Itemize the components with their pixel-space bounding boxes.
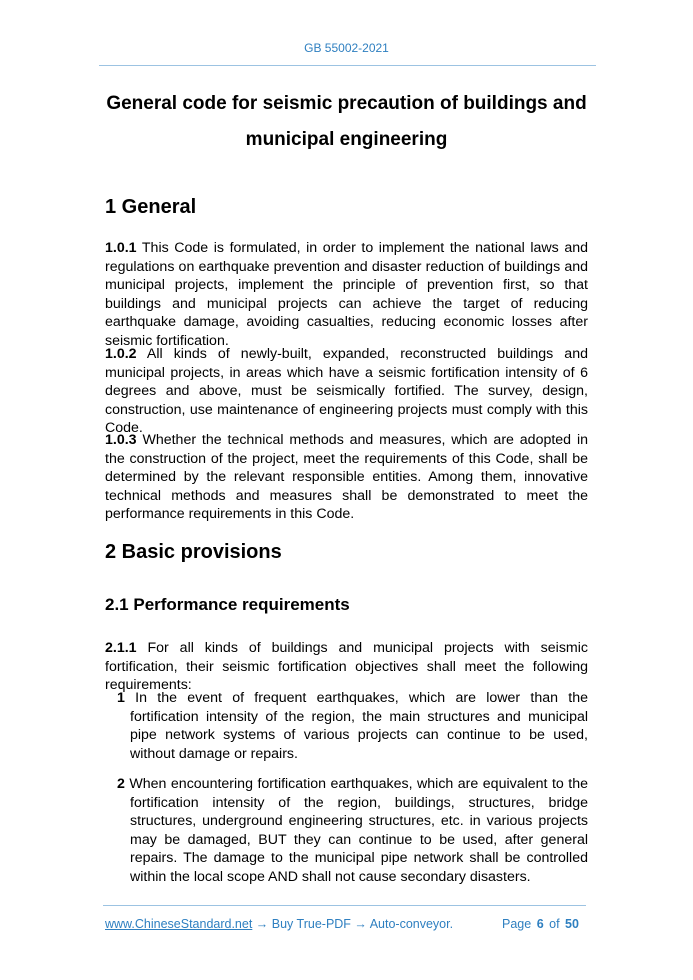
page-indicator — [502, 917, 579, 931]
clause-1-0-1 — [105, 239, 588, 351]
clause-1-0-3 — [105, 431, 588, 524]
clause-number: 1.0.2 — [105, 346, 137, 362]
of-label: of — [549, 917, 560, 931]
item-number: 1 — [117, 690, 125, 706]
clause-2-1-1 — [105, 639, 588, 695]
clause-text: This Code is formulated, in order to implement the national laws and regulations on earthquake prevention and disaster reduction of buildings and municipal projects, implement the principle of prevention first, so that buildings and municipal projects can achieve the target of reducing earthquake damage, avoiding casualties, reducing economic losses after seismic fortification. — [105, 240, 589, 349]
subsection-heading-performance-requirements: 2.1 Performance requirements — [105, 595, 350, 614]
section-heading-general: 1 General — [105, 196, 197, 218]
footer-promo-text: → Buy True-PDF → Auto-conveyor. — [252, 917, 454, 931]
total-page-count: 50 — [565, 917, 579, 931]
document-title — [0, 86, 693, 158]
footer-promo — [105, 917, 453, 931]
website-link[interactable]: www.ChineseStandard.net — [105, 917, 253, 931]
header-divider — [99, 65, 596, 66]
document-title-line-2: municipal engineering — [245, 129, 448, 150]
page-label: Page — [502, 917, 532, 931]
requirement-item-1 — [117, 689, 588, 763]
document-title-line-1: General code for seismic precaution of buildings and — [106, 93, 587, 114]
item-number: 2 — [117, 776, 125, 792]
clause-text: For all kinds of buildings and municipal projects with seismic fortification, their seismic fortification objectives shall meet the following requirements: — [105, 640, 588, 694]
item-text: In the event of frequent earthquakes, which are lower than the fortification intensity of the region, the main structures and municipal pipe network systems of various projects can continue to be used, without damage or repairs. — [130, 690, 588, 762]
section-heading-basic-provisions: 2 Basic provisions — [105, 541, 282, 563]
clause-number: 2.1.1 — [105, 640, 137, 656]
item-text: When encountering fortification earthquakes, which are equivalent to the fortification intensity of the region, buildings, structures, bridge structures, underground engineering structures, etc. in various projects may be damaged, BUT they can continue to be used, after general repairs. The damage to the municipal pipe network shall be controlled within the local scope AND shall not cause secondary disasters. — [129, 776, 588, 885]
clause-text: All kinds of newly-built, expanded, reconstructed buildings and municipal projects, in areas which have a seismic fortification intensity of 6 degrees and above, must be seismically fortified. The survey, design, construction, use maintenance of engineering projects must comply with this Code. — [105, 346, 588, 437]
header-standard-code: GB 55002-2021 — [304, 41, 389, 55]
current-page-number: 6 — [536, 917, 544, 931]
clause-1-0-2 — [105, 345, 588, 438]
footer-divider — [103, 905, 586, 906]
clause-text: Whether the technical methods and measures, which are adopted in the construction of the project, meet the requirements of this Code, shall be determined by the relevant responsible entities. Among them, innovative technical methods and measures shall be demonstrated to meet the performance requirements in this Code. — [105, 432, 588, 523]
requirement-item-2 — [117, 775, 588, 887]
clause-number: 1.0.3 — [105, 432, 137, 448]
clause-number: 1.0.1 — [105, 240, 137, 256]
